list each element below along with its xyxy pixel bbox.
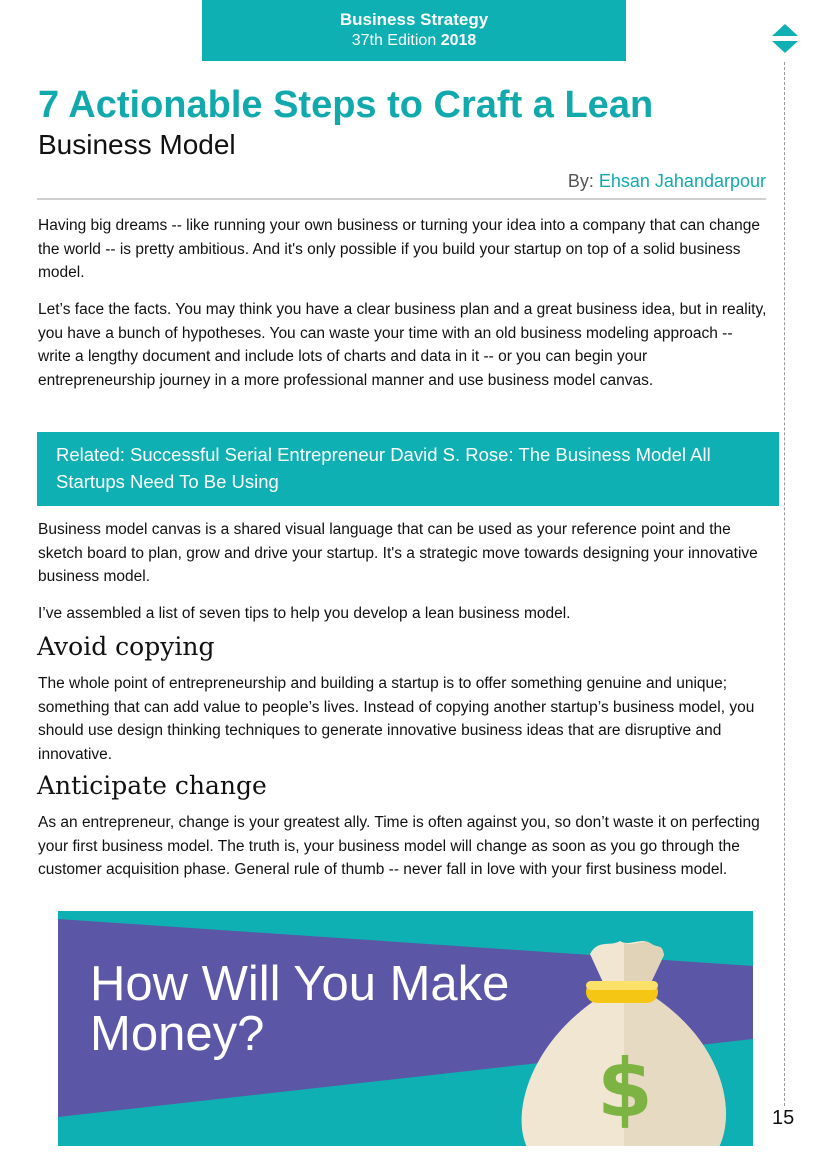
article-title: 7 Actionable Steps to Craft a Lean <box>38 84 654 126</box>
margin-dashed-rule <box>784 62 785 1106</box>
paragraph-facts: Let’s face the facts. You may think you have a clear business plan and a great business idea, but in reality, you have a bunch of hypotheses. You can waste your time with an old business modeling approach -- write a lengthy document and include lots of charts and data in it -- or you can begin your entrepreneurship journey in a more professional manner and use business model canvas. <box>38 301 767 389</box>
page-down-icon <box>772 41 798 53</box>
header-edition <box>202 30 626 52</box>
header-section-title: Business Strategy <box>339 10 489 29</box>
section-heading-avoid-copying: Avoid copying <box>37 632 215 661</box>
money-banner-image <box>58 911 753 1146</box>
page-nav-arrows-icon[interactable] <box>771 24 799 54</box>
related-callout[interactable]: Related: Successful Serial Entrepreneur David S. Rose: The Business Model All Startups Need To Be Using <box>37 432 779 506</box>
paragraph-intro: Having big dreams -- like running your own business or turning your idea into a company that can change the world -- is pretty ambitious. And it's only possible if you build your startup on top of a solid business model. <box>38 217 761 281</box>
byline-label: By: <box>567 171 594 191</box>
byline <box>568 169 766 193</box>
paragraph-anticipate-change: As an entrepreneur, change is your greatest ally. Time is often against you, so don’t waste it on perfecting your first business model. The truth is, your business model will change as soon as you go through the customer acquisition phase. General rule of thumb -- never fall in love with your first business model. <box>38 814 760 878</box>
header-banner <box>202 0 626 61</box>
title-divider <box>37 198 766 200</box>
header-edition-label: 37th Edition <box>351 32 437 49</box>
header-year: 2018 <box>440 32 477 49</box>
section-heading-anticipate-change: Anticipate change <box>37 771 267 800</box>
paragraph-avoid-copying: The whole point of entrepreneurship and building a startup is to offer something genuine and unique; something that can add value to people’s lives. Instead of copying another startup’s business model, you should use design thinking techniques to generate innovative business ideas that are disruptive and innovative. <box>38 675 755 763</box>
article-subtitle: Business Model <box>38 129 236 160</box>
page-up-icon <box>772 24 798 36</box>
page-number: 15 <box>772 1107 795 1129</box>
paragraph-canvas: Business model canvas is a shared visual language that can be used as your reference point and the sketch board to plan, grow and drive your startup. It's a strategic move towards designing your innovative business model. <box>38 521 758 585</box>
paragraph-tips: I’ve assembled a list of seven tips to help you develop a lean business model. <box>38 605 571 622</box>
dollar-sign: $ <box>597 1042 653 1135</box>
author-name: Ehsan Jahandarpour <box>598 171 766 191</box>
banner-headline: How Will You Make Money? <box>90 957 510 1061</box>
